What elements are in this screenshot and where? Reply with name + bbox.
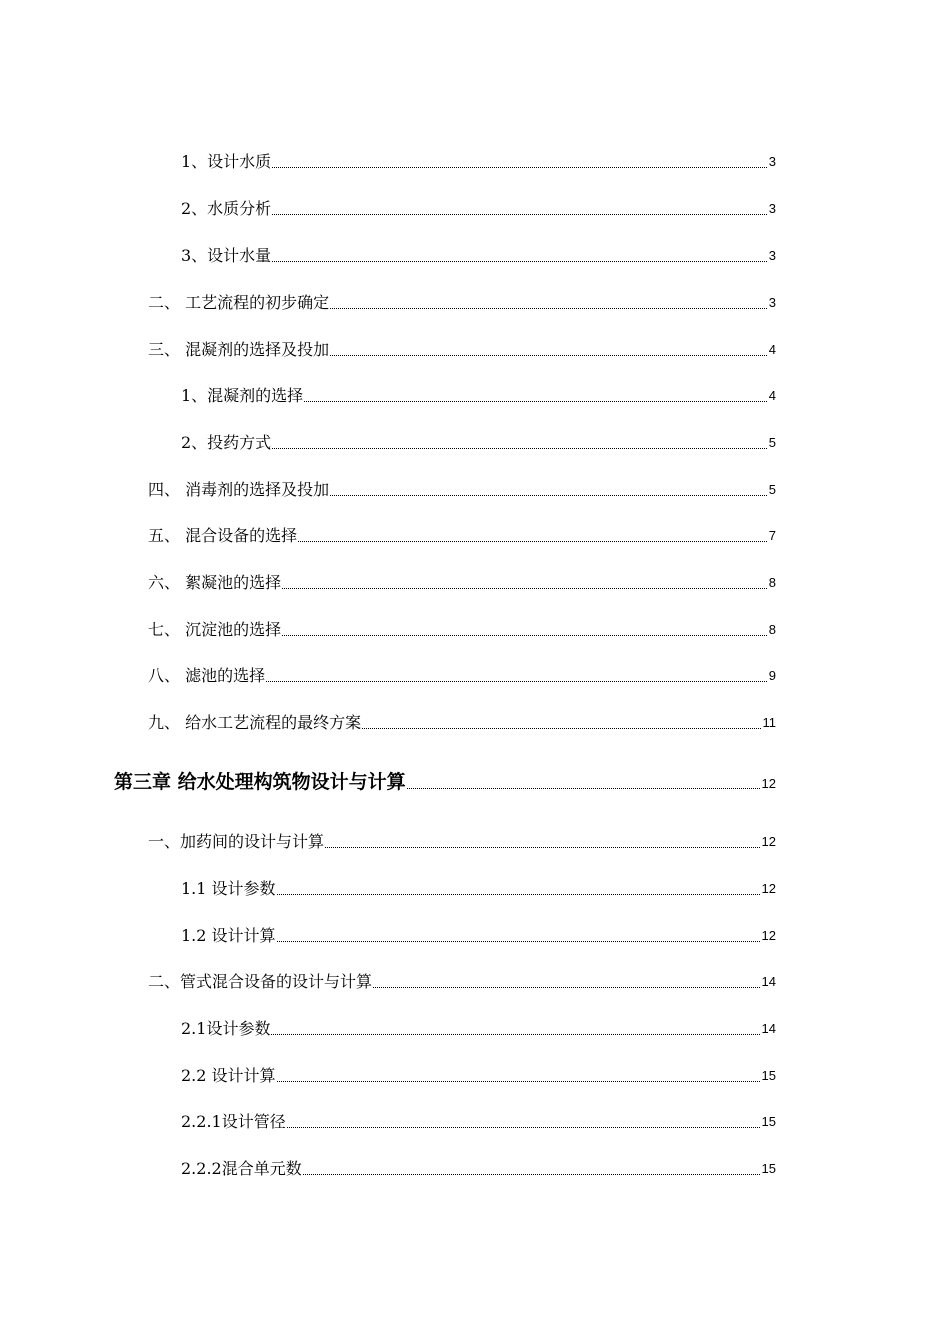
toc-entry-title: 2.2.2混合单元数 — [181, 1159, 302, 1178]
toc-page-number: 9 — [768, 668, 776, 683]
toc-entry[interactable] — [181, 873, 776, 899]
toc-entry[interactable] — [148, 826, 776, 852]
toc-entry-title: 2、投药方式 — [181, 433, 272, 452]
toc-dot-leader — [266, 681, 767, 682]
toc-page-number: 14 — [761, 974, 776, 989]
toc-dot-leader — [330, 495, 767, 496]
toc-chapter-entry[interactable] — [114, 764, 776, 794]
toc-entry-title: 八、 滤池的选择 — [148, 666, 266, 685]
toc-entry[interactable] — [148, 287, 776, 313]
toc-dot-leader — [362, 728, 760, 729]
toc-entry[interactable] — [181, 380, 776, 406]
toc-page-number: 15 — [761, 1161, 776, 1176]
toc-entry-title: 1、混凝剂的选择 — [181, 386, 304, 405]
toc-entry[interactable] — [148, 474, 776, 500]
toc-dot-leader — [272, 214, 767, 215]
toc-page-number: 4 — [768, 342, 776, 357]
toc-dot-leader — [277, 941, 760, 942]
toc-chapter-title: 第三章 给水处理构筑物设计与计算 — [114, 771, 406, 793]
toc-entry[interactable] — [148, 660, 776, 686]
toc-entry[interactable] — [181, 1013, 776, 1039]
toc-dot-leader — [272, 167, 767, 168]
toc-dot-leader — [282, 635, 767, 636]
toc-page-number: 7 — [768, 528, 776, 543]
toc-entry[interactable] — [181, 1060, 776, 1086]
toc-entry-title: 五、 混合设备的选择 — [148, 526, 298, 545]
toc-entry[interactable] — [181, 146, 776, 172]
toc-entry-title: 3、设计水量 — [181, 246, 272, 265]
toc-entry[interactable] — [148, 966, 776, 992]
toc-page-number: 12 — [761, 928, 776, 943]
toc-dot-leader — [373, 987, 760, 988]
toc-dot-leader — [407, 788, 760, 789]
toc-dot-leader — [272, 261, 767, 262]
toc-page-number: 12 — [761, 834, 776, 849]
toc-dot-leader — [303, 1174, 760, 1175]
toc-entry-title: 一、加药间的设计与计算 — [148, 832, 325, 851]
toc-page-number: 5 — [768, 435, 776, 450]
toc-entry-title: 2.1设计参数 — [181, 1019, 271, 1038]
toc-page-number: 3 — [768, 154, 776, 169]
toc-entry-title: 2.2.1设计管径 — [181, 1112, 286, 1131]
toc-entry[interactable] — [181, 240, 776, 266]
toc-entry-title: 2、水质分析 — [181, 199, 272, 218]
toc-page-number: 3 — [768, 295, 776, 310]
toc-dot-leader — [330, 355, 767, 356]
toc-entry-title: 九、 给水工艺流程的最终方案 — [148, 713, 362, 732]
toc-entry[interactable] — [181, 920, 776, 946]
toc-dot-leader — [287, 1127, 760, 1128]
toc-dot-leader — [304, 401, 767, 402]
toc-entry-title: 2.2 设计计算 — [181, 1066, 276, 1085]
toc-entry-title: 1、设计水质 — [181, 152, 272, 171]
toc-page-number: 12 — [761, 881, 776, 896]
toc-page-number: 14 — [761, 1021, 776, 1036]
toc-page-number: 15 — [761, 1068, 776, 1083]
toc-entry-title: 六、 絮凝池的选择 — [148, 573, 282, 592]
toc-entry[interactable] — [181, 427, 776, 453]
toc-page-number: 3 — [768, 201, 776, 216]
toc-page-number: 8 — [768, 575, 776, 590]
toc-entry-title: 二、管式混合设备的设计与计算 — [148, 972, 373, 991]
toc-dot-leader — [282, 588, 767, 589]
toc-dot-leader — [277, 1081, 760, 1082]
toc-entry[interactable] — [148, 567, 776, 593]
toc-page-number: 8 — [768, 622, 776, 637]
toc-entry-title: 七、 沉淀池的选择 — [148, 620, 282, 639]
toc-entry-title: 二、 工艺流程的初步确定 — [148, 293, 330, 312]
toc-entry[interactable] — [181, 193, 776, 219]
toc-page-number: 4 — [768, 388, 776, 403]
toc-dot-leader — [272, 448, 767, 449]
toc-dot-leader — [277, 894, 760, 895]
toc-page-number: 11 — [762, 715, 776, 730]
toc-dot-leader — [271, 1034, 759, 1035]
toc-dot-leader — [325, 847, 760, 848]
toc-page-number: 12 — [761, 776, 776, 791]
toc-entry[interactable] — [148, 614, 776, 640]
toc-page-number: 5 — [768, 482, 776, 497]
toc-entry[interactable] — [181, 1153, 776, 1179]
toc-page-number: 15 — [761, 1114, 776, 1129]
toc-entry-title: 1.1 设计参数 — [181, 879, 276, 898]
toc-entry-title: 1.2 设计计算 — [181, 926, 276, 945]
toc-dot-leader — [330, 308, 767, 309]
toc-entry-title: 四、 消毒剂的选择及投加 — [148, 480, 330, 499]
toc-entry-title: 三、 混凝剂的选择及投加 — [148, 340, 330, 359]
toc-dot-leader — [298, 541, 767, 542]
toc-page-number: 3 — [768, 248, 776, 263]
toc-entry[interactable] — [148, 707, 776, 733]
toc-entry[interactable] — [148, 520, 776, 546]
toc-entry[interactable] — [181, 1106, 776, 1132]
toc-entry[interactable] — [148, 334, 776, 360]
